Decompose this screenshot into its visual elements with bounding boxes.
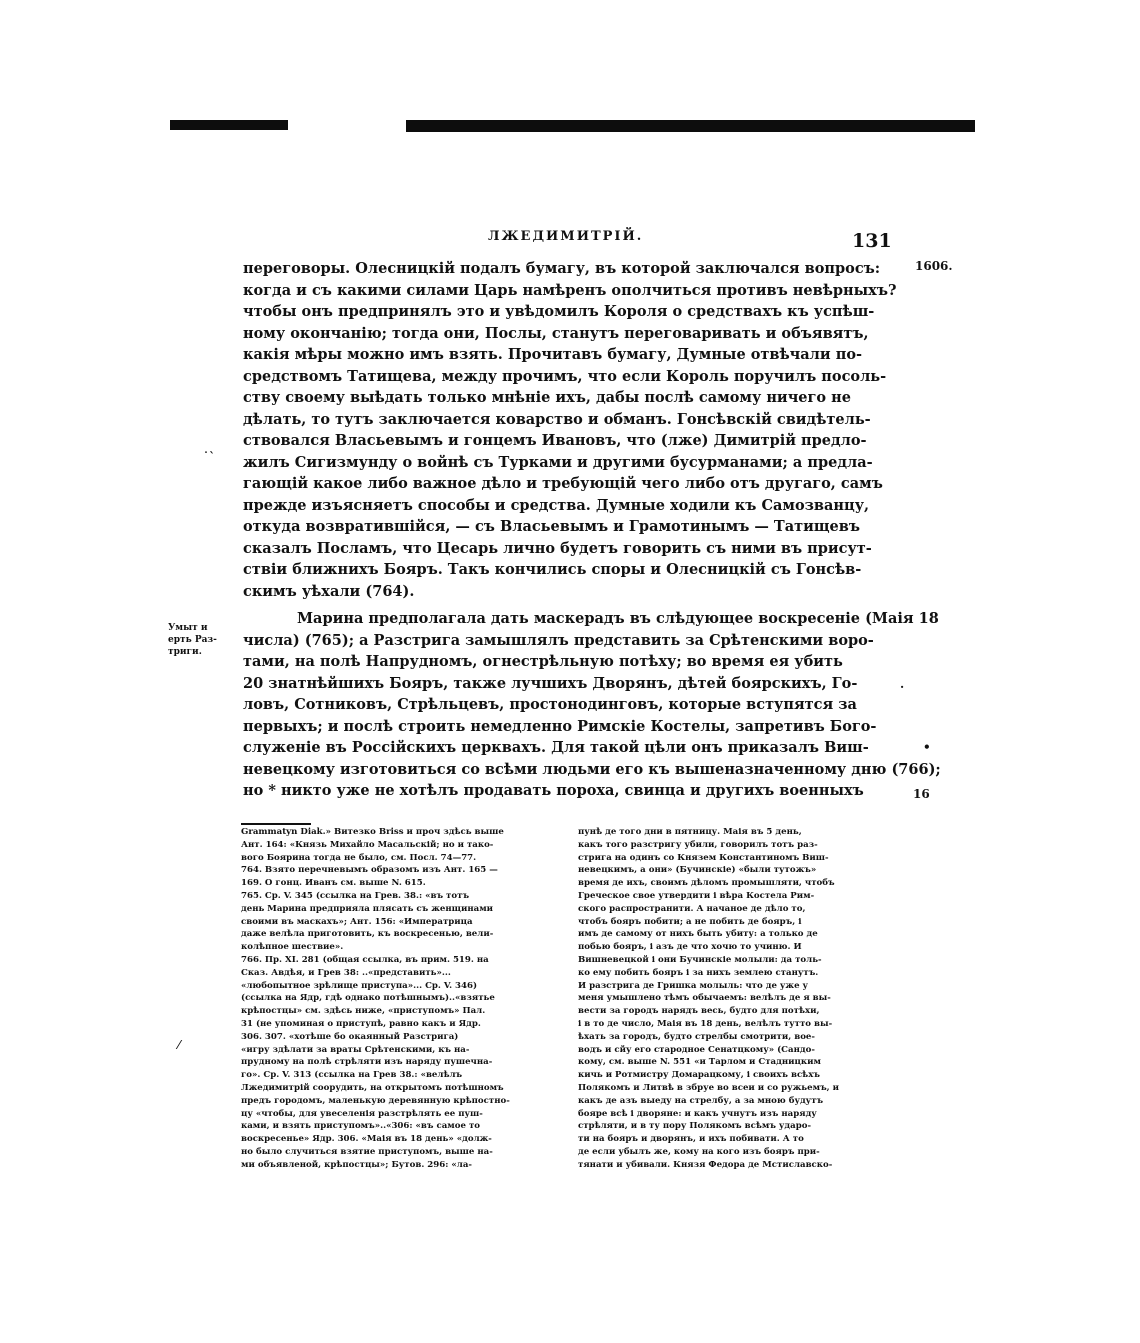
text-line: 20 знатнѣйшихъ Бояръ, также лучшихъ Дворянъ, дѣтей боярскихъ, Го- [243, 674, 858, 692]
text-line: ному окончанію; тогда они, Послы, станутъ переговаривать и объявятъ, [243, 324, 869, 342]
paragraph-1 [243, 258, 897, 602]
footnote-line: (ссылка на Ядр, гдѣ однако потѣшнымъ)..«взятье [241, 993, 495, 1004]
footnote-line: кичь и Ротмистру Домарацкому, і своихъ всѣхъ [578, 1070, 820, 1081]
footnote-line: день Марина предприяла плясать съ женщинами [241, 903, 494, 914]
header-rule-right [406, 120, 975, 132]
footnote-line: вести за городъ нарядъ весь, будто для потѣхи, [578, 1006, 820, 1017]
footnote-line: кому, см. выше N. 551 «и Тарлом и Стадницким [578, 1057, 821, 1068]
text-line: дѣлать, то тутъ заключается коварство и обманъ. Гонсѣвскій свидѣтель- [243, 410, 871, 428]
text-line: чтобы онъ предпринялъ это и увѣдомилъ Короля о средствахъ къ успѣш- [243, 303, 875, 320]
footnote-line: ти на бояръ и дворянъ, и ихъ побивати. А то [578, 1134, 804, 1145]
scan-speck: · [900, 680, 905, 694]
text-line: Марина предполагала дать маскерадъ въ слѣдующее воскресеніе (Маія 18 [297, 610, 939, 627]
footnote-line: но было случиться взятие приступомъ, выше на- [241, 1146, 493, 1157]
footnote-line: 31 (не упоминая о приступѣ, равно какъ и Ядр. [241, 1018, 481, 1029]
header-rule-left [170, 120, 288, 130]
footnote-line: ѣхать за городъ, будто стрелбы смотрити, вое- [578, 1031, 815, 1042]
text-line: какія мѣры можно имъ взять. Прочитавъ бумагу, Думные отвѣчали по- [243, 346, 863, 363]
footnote-line: водъ и сйу его стародное Сенатцкому» (Сандо- [578, 1044, 815, 1055]
footnote-line: цу «чтобы, для увеселенія разстрѣлять ее пуш- [241, 1108, 483, 1119]
footnote-line: Лжедимитрій соорудить, на открытомъ потѣшномъ [241, 1082, 504, 1093]
footnote-line: чтобъ бояръ побити; а не побить де бояръ, і [578, 916, 802, 927]
text-line: невецкому изготовиться со всѣми людьми его къ вышеназначенному дню (766); [243, 760, 941, 778]
text-line: средствомъ Татищева, между прочимъ, что если Король поручилъ посоль- [243, 367, 887, 385]
footnote-line: пунѣ де того дни в пятницу. Маія въ 5 день, [578, 827, 802, 837]
footnote-line: Полякомъ и Литвѣ в збруе во всеи и со ружьемъ, и [578, 1082, 840, 1093]
footnote-line: меня умышлено тѣмъ обычаемъ: велѣлъ де я вы- [578, 993, 831, 1004]
footnote-line: Сказ. Авдѣя, и Грев 38: ..«представить»... [241, 967, 451, 978]
text-line: ствіи ближнихъ Бояръ. Такъ кончились споры и Олесницкій съ Гонсѣв- [243, 561, 862, 578]
text-line: числа) (765); а Разстрига замышлялъ представить за Срѣтенскими воро- [243, 631, 874, 649]
scan-speck: ⁄ [178, 1038, 181, 1052]
footnotes-right-column [578, 826, 896, 1172]
footnotes-left-column [241, 826, 561, 1172]
text-line: первыхъ; и послѣ строить немедленно Римскіе Костелы, запретивъ Бого- [243, 717, 877, 735]
text-line: жилъ Сигизмунду о войнѣ съ Турками и другими бусурманами; а предла- [243, 453, 873, 471]
footnote-line: время де ихъ, своимъ дѣломъ промышляти, чтобъ [578, 878, 835, 889]
footnote-line: крѣпостцы» см. здѣсь ниже, «приступомъ» Пал. [241, 1006, 486, 1017]
footnote-line: де если убылъ же, кому на кого изъ бояръ при- [578, 1146, 820, 1157]
text-line: ствовался Власьевымъ и гонцемъ Ивановъ, что (лже) Димитрій предло- [243, 432, 867, 449]
text-line: когда и съ какими силами Царь намѣренъ ополчиться противъ невѣрныхъ? [243, 281, 897, 299]
footnote-line: стрѣляти, и в ту пору Полякомъ всѣмъ ударо- [578, 1121, 812, 1132]
footnote-line: 764. Взято перечневымъ образомъ изъ Ант. 165 — [241, 865, 498, 876]
footnote-line: имъ де самому от нихъ быть убиту: а только де [578, 929, 818, 940]
footnote-line: ками, и взять приступомъ»..«306: «въ самое то [241, 1121, 480, 1132]
margin-note-line: Умыт и [168, 623, 208, 633]
text-line: но * никто уже не хотѣлъ продавать пороха, свинца и другихъ военныхъ [243, 782, 864, 799]
footnote-rule [241, 823, 311, 825]
footnote-line: какъ того разстригу убили, говорилъ тотъ раз- [578, 839, 818, 850]
text-line: прежде изъясняетъ способы и средства. Думные ходили къ Самозванцу, [243, 496, 870, 514]
text-line: скимъ уѣхали (764). [243, 582, 415, 600]
text-line: служеніе въ Россійскихъ церквахъ. Для такой цѣли онъ приказалъ Виш- [243, 739, 869, 756]
text-line: ству своему выѣдать только мнѣніе ихъ, дабы послѣ самому ничего не [243, 389, 851, 406]
footnote-line: какъ де азъ выеду на стрелбу, а за мною будутъ [578, 1095, 824, 1106]
footnote-line: своими въ маскахъ»; Ант. 156: «Императрица [241, 916, 473, 927]
text-line: переговоры. Олесницкій подалъ бумагу, въ которой заключался вопросъ: [243, 260, 881, 277]
footnote-line: ми объявленой, крѣпостцы»; Бутов. 296: «ла- [241, 1159, 472, 1170]
scan-speck: • [923, 740, 931, 754]
footnote-line: Grammatyn Diak.» Витезко Briss и проч здѣсь выше [241, 827, 504, 837]
footnote-line: і в то де число, Маія въ 18 день, велѣлъ тутто вы- [578, 1018, 833, 1029]
margin-note [168, 622, 240, 658]
margin-note-line: триги. [168, 647, 202, 657]
page-number: 131 [852, 230, 892, 252]
running-header-title: ЛЖЕДИМИТРІЙ. [488, 229, 644, 244]
footnote-line: воскресенье» Ядр. 306. «Маія въ 18 день» «долж- [241, 1134, 492, 1145]
text-line: откуда возвратившійся, — съ Власьевымъ и Грамотинымъ — Татищевъ [243, 518, 860, 535]
footnote-line: «любопытное зрѣлище приступа»... Ср. V. 346) [241, 980, 478, 991]
footnote-line: Ант. 164: «Князь Михайло Масальскій; но и тако- [241, 839, 494, 850]
text-line: тами, на полѣ Напрудномъ, огнестрѣльную потѣху; во время ея убить [243, 653, 843, 670]
footnote-line: колѣпное шествие». [241, 942, 344, 953]
footnote-line: 306. 307. «хотѣше бо окаянный Разстрига) [241, 1031, 459, 1042]
footnote-line: Греческое свое утвердити і вѣра Костела Рим- [578, 890, 815, 901]
footnote-line: прудному на полѣ стрѣляти изъ наряду пушечна- [241, 1057, 493, 1068]
text-line: гающій какое либо важное дѣло и требующій чего либо отъ другаго, самъ [243, 475, 883, 492]
footnote-line: предъ городомъ, маленькую деревянную крѣпостно- [241, 1095, 510, 1106]
text-line: ловъ, Сотниковъ, Стрѣльцевъ, простонодинговъ, которые вступятся за [243, 696, 857, 713]
footnote-line: бояре всѣ і дворяне: и какъ учнутъ изъ наряду [578, 1108, 817, 1119]
footnote-line: ского распространити. А начаное де дѣло то, [578, 903, 806, 914]
footnote-line: вого Боярина тогда не было, см. Посл. 74—77. [241, 852, 477, 863]
margin-footnote-mark: 16 [913, 787, 930, 801]
margin-year: 1606. [915, 259, 953, 273]
scan-speck: ˙` [203, 450, 215, 464]
footnote-line: го». Ср. V. 313 (ссылка на Грев 38.: «велѣлъ [241, 1070, 463, 1081]
footnote-line: невецкимъ, а они» (Бучинскіе) «были тутожъ» [578, 865, 817, 876]
footnote-line: 766. Пр. XI. 281 (общая ссылка, въ прим. 519. на [241, 954, 489, 965]
footnote-line: тянати и убивали. Князя Федора де Мстиславско- [578, 1159, 833, 1170]
footnote-line: ко ему побить бояръ і за нихъ землею станутъ. [578, 967, 819, 978]
footnote-line: Вишневецкой і они Бучинскіе молыли: да толь- [578, 954, 822, 965]
text-line: сказалъ Посламъ, что Цесарь лично будетъ говорить съ ними въ присут- [243, 539, 872, 557]
footnote-line: «игру здѣлати за враты Срѣтенскими, къ на- [241, 1044, 470, 1055]
footnote-line: стрига на одинъ со Князем Константиномъ Виш- [578, 852, 829, 863]
footnote-line: даже велѣла приготовить, къ воскресенью, вели- [241, 929, 494, 940]
footnote-line: И разстрига де Гришка молыль: что де уже у [578, 980, 809, 991]
margin-note-line: ерть Раз- [168, 635, 217, 645]
footnote-line: 169. О гонц. Иванъ см. выше N. 615. [241, 878, 426, 889]
footnote-line: побью бояръ, і азъ де что хочю то учиню. И [578, 942, 802, 953]
footnote-line: 765. Ср. V. 345 (ссылка на Грев. 38.: «въ тотъ [241, 890, 470, 901]
